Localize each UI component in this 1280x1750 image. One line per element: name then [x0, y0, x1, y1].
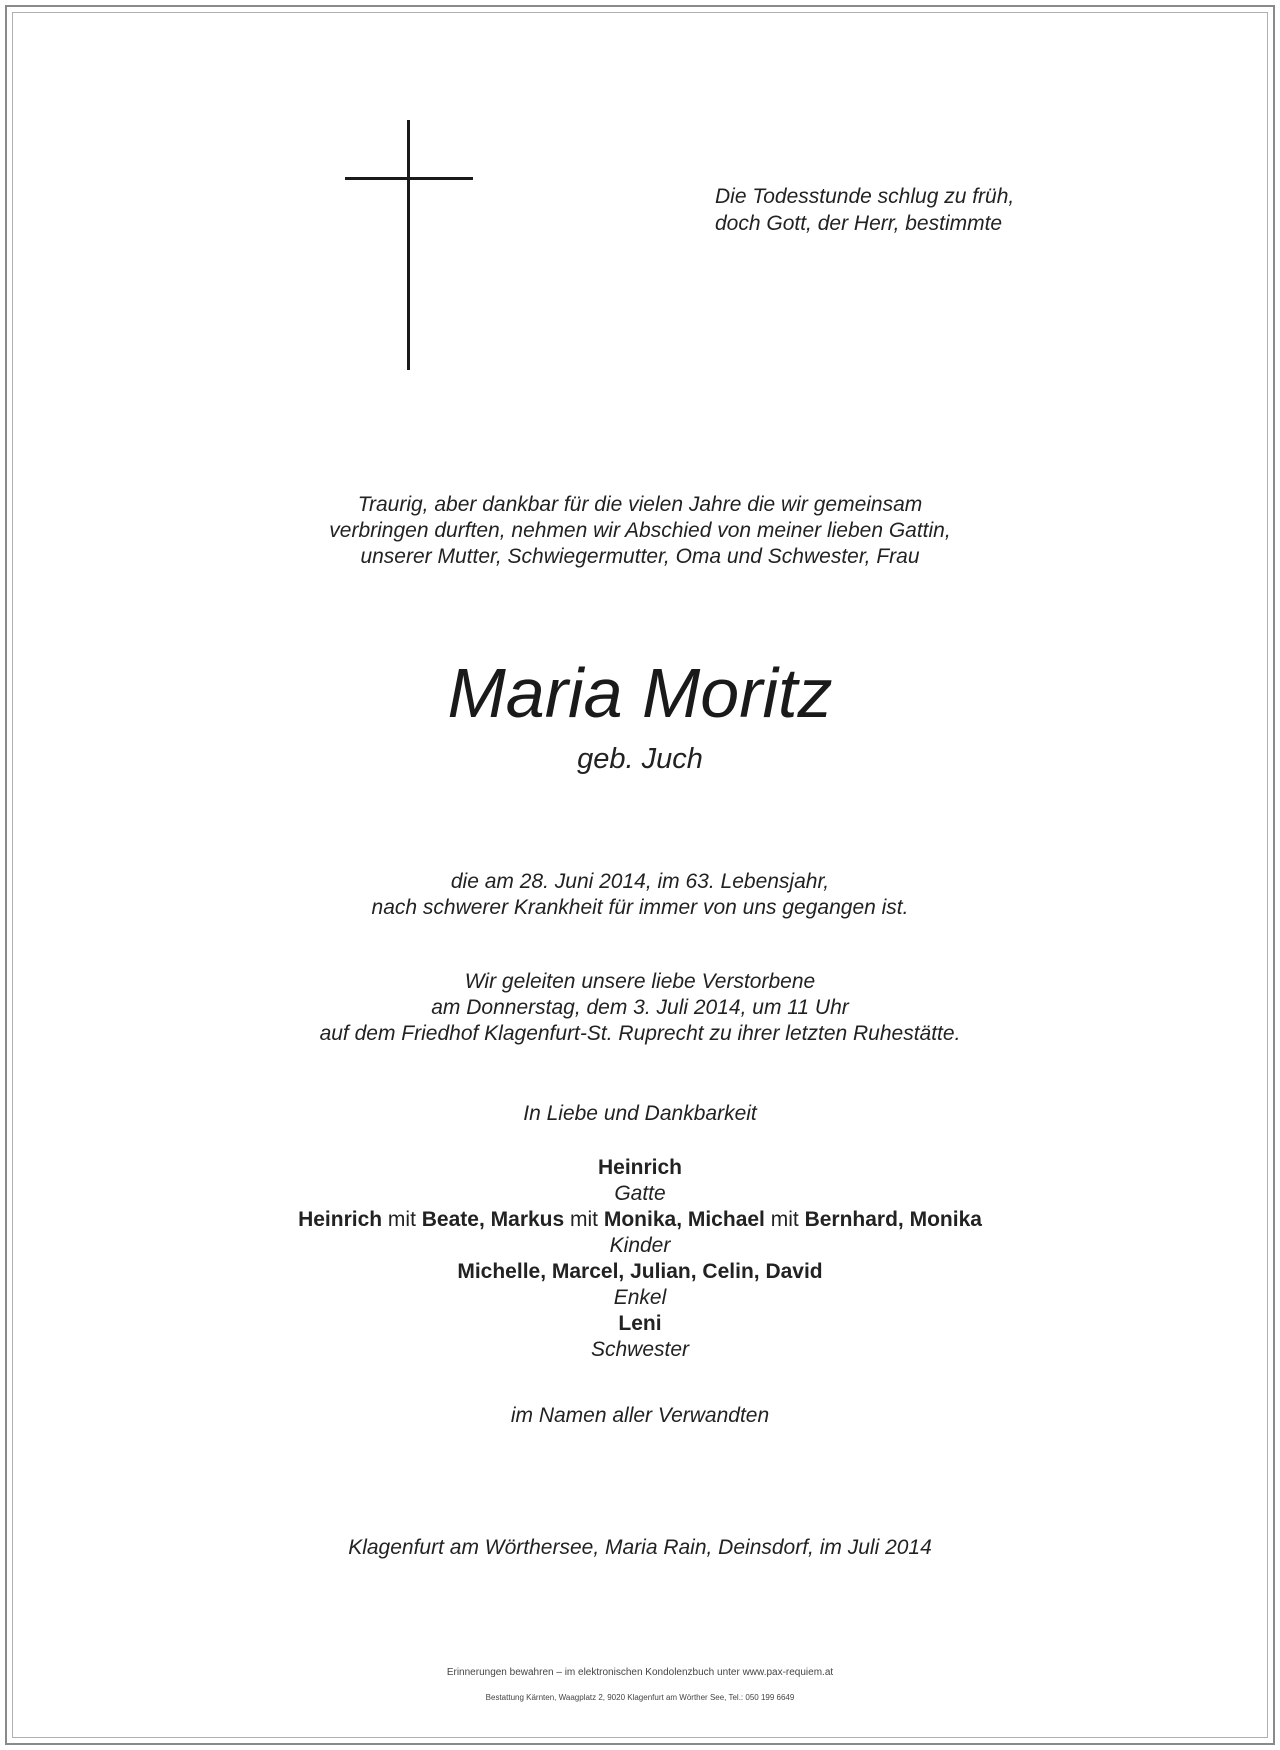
- intro-line-3: unserer Mutter, Schwiegermutter, Oma und Schwester, Frau: [360, 545, 920, 568]
- child-name: Monika: [909, 1208, 982, 1231]
- grandchildren-names: Michelle, Marcel, Julian, Celin, David: [457, 1260, 823, 1283]
- child-partner-name: Bernhard: [804, 1208, 898, 1231]
- connector-text: mit: [564, 1208, 604, 1231]
- funeral-line-3: auf dem Friedhof Klagenfurt-St. Ruprecht zu ihrer letzten Ruhestätte.: [319, 1022, 961, 1045]
- maiden-name: geb. Juch: [577, 743, 703, 775]
- sibling-relation: Schwester: [590, 1338, 690, 1361]
- child-partner-name: Monika: [603, 1208, 677, 1231]
- child-partner-name: Beate: [421, 1208, 479, 1231]
- thanks-line: In Liebe und Dankbarkeit: [523, 1102, 757, 1125]
- verse-line-1: Die Todesstunde schlug zu früh,: [715, 185, 1015, 208]
- family-list: [0, 1155, 1280, 1363]
- grandchildren-relation: Enkel: [613, 1286, 667, 1309]
- death-notice-line-2: nach schwerer Krankheit für immer von uns gegangen ist.: [371, 896, 909, 919]
- footer-address: Bestattung Kärnten, Waagplatz 2, 9020 Klagenfurt am Wörther See, Tel.: 050 199 6649: [485, 1693, 795, 1702]
- death-notice: [0, 869, 1280, 921]
- relatives-line: im Namen aller Verwandten: [510, 1404, 770, 1427]
- cross-horizontal-bar: [345, 177, 473, 180]
- cross-vertical-bar: [407, 120, 410, 370]
- spouse-name: Heinrich: [597, 1156, 683, 1179]
- separator-text: ,: [897, 1208, 910, 1231]
- connector-text: mit: [764, 1208, 805, 1231]
- deceased-name: Maria Moritz: [447, 654, 833, 732]
- intro-line-1: Traurig, aber dankbar für die vielen Jahre die wir gemeinsam: [357, 493, 923, 516]
- separator-text: ,: [676, 1208, 688, 1231]
- cross-icon: [345, 120, 473, 370]
- children-names: [0, 1207, 1280, 1233]
- footer-condolence: Erinnerungen bewahren – im elektronischen Kondolenzbuch unter www.pax-requiem.at: [446, 1667, 834, 1678]
- funeral-line-2: am Donnerstag, dem 3. Juli 2014, um 11 Uhr: [431, 996, 849, 1019]
- place-date: Klagenfurt am Wörthersee, Maria Rain, Deinsdorf, im Juli 2014: [348, 1536, 932, 1559]
- children-relation: Kinder: [609, 1234, 671, 1257]
- child-name: Michael: [687, 1208, 765, 1231]
- verse-line-2: doch Gott, der Herr, bestimmte: [715, 212, 1003, 235]
- intro-text: [0, 492, 1280, 570]
- child-name: Heinrich: [298, 1208, 383, 1231]
- spouse-relation: Gatte: [614, 1182, 666, 1205]
- sibling-name: Leni: [618, 1312, 662, 1335]
- intro-line-2: verbringen durften, nehmen wir Abschied von meiner lieben Gattin,: [329, 519, 951, 542]
- funeral-line-1: Wir geleiten unsere liebe Verstorbene: [464, 970, 816, 993]
- verse: [715, 183, 1135, 237]
- death-notice-line-1: die am 28. Juni 2014, im 63. Lebensjahr,: [450, 870, 830, 893]
- child-name: Markus: [490, 1208, 565, 1231]
- connector-text: mit: [382, 1208, 422, 1231]
- separator-text: ,: [478, 1208, 491, 1231]
- funeral-notice: [0, 969, 1280, 1047]
